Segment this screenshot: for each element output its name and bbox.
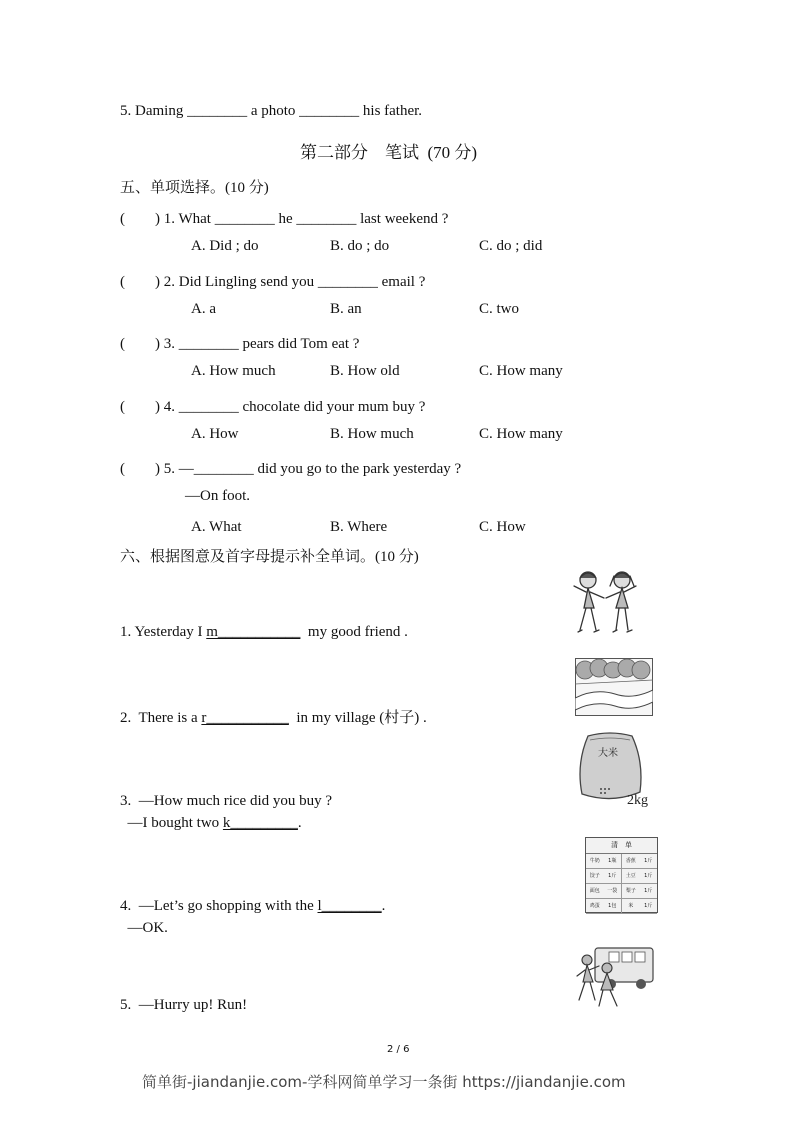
shopping-list-cell: 一袋: [604, 884, 623, 898]
shopping-list-cell: 饺子: [589, 873, 600, 879]
shopping-list-cell: 1斤: [644, 888, 653, 894]
q1-stem: ( ) 1. What ________ he ________ last weekend ?: [120, 211, 449, 227]
q3-option-c: C. How many: [479, 363, 563, 379]
shopping-list-cell: 1斤: [604, 869, 623, 883]
shopping-list-row: [586, 899, 657, 914]
river-illustration: [575, 658, 653, 716]
rice-bag-illustration: [574, 732, 652, 808]
rice-bag-weight: 2kg: [627, 793, 648, 808]
shopping-list-row: [586, 884, 657, 899]
q2-stem: ( ) 2. Did Lingling send you ________ email ?: [120, 274, 426, 290]
shopping-list-cell: 米: [628, 903, 634, 909]
fill-item-5: 5. —Hurry up! Run!: [120, 997, 248, 1013]
shopping-list-title: 清 单: [586, 838, 657, 854]
section6-heading: 六、根据图意及首字母提示补全单词。(10 分): [120, 549, 419, 565]
bus-running-illustration: [575, 942, 657, 1010]
shopping-list-row: [586, 854, 657, 869]
shopping-list-cell: 1包: [604, 899, 623, 913]
fill-item-3-question: 3. —How much rice did you buy ?: [120, 793, 333, 809]
girls-meeting-illustration: [566, 566, 646, 640]
site-watermark: 简单街-jiandanjie.com-学科网简单学习一条街 https://jiandanjie.com: [142, 1073, 626, 1091]
section5-heading: 五、单项选择。(10 分): [120, 180, 269, 196]
rice-bag-label: 大米: [598, 748, 618, 759]
blank-3[interactable]: k_________: [222, 815, 298, 831]
q4-stem: ( ) 4. ________ chocolate did your mum buy ?: [120, 399, 426, 415]
q2-option-a: A. a: [191, 301, 216, 317]
q2-option-b: B. an: [330, 301, 362, 317]
blank-1[interactable]: m___________: [206, 624, 301, 640]
shopping-list-cell: 1斤: [644, 903, 653, 909]
fill-item-1: 1. Yesterday I m___________ my good friend .: [120, 624, 408, 640]
shopping-list-row: [586, 869, 657, 884]
part-title: 第二部分 笔试 (70 分): [300, 143, 478, 162]
q1-option-c: C. do ; did: [479, 238, 543, 254]
q5-option-b: B. Where: [330, 519, 388, 535]
fill-item-2: 2. There is a r___________ in my village (村子) .: [120, 710, 427, 726]
shopping-list-cell: 土豆: [625, 873, 636, 879]
item-5-daming: 5. Daming ________ a photo ________ his father.: [120, 103, 423, 119]
q3-option-a: A. How much: [191, 363, 276, 379]
shopping-list-cell: 梨子: [625, 888, 636, 894]
shopping-list-cell: 牛奶: [589, 858, 600, 864]
shopping-list-cell: 1斤: [644, 873, 653, 879]
fill-item-3-answer: —I bought two k_________.: [120, 815, 302, 831]
q5-reply: —On foot.: [185, 488, 250, 504]
blank-2[interactable]: r___________: [201, 710, 289, 726]
q4-option-c: C. How many: [479, 426, 563, 442]
fill-item-4-question: 4. —Let’s go shopping with the l________.: [120, 898, 386, 914]
q5-option-c: C. How: [479, 519, 526, 535]
shopping-list: [585, 837, 658, 913]
q3-option-b: B. How old: [330, 363, 400, 379]
shopping-list-cell: 1瓶: [604, 854, 623, 868]
shopping-list-cell: 面包: [589, 888, 600, 894]
q4-option-a: A. How: [191, 426, 239, 442]
q1-option-a: A. Did ; do: [191, 238, 259, 254]
q3-stem: ( ) 3. ________ pears did Tom eat ?: [120, 336, 360, 352]
q2-option-c: C. two: [479, 301, 520, 317]
q5-option-a: A. What: [191, 519, 242, 535]
fill-item-4-answer: —OK.: [120, 920, 168, 936]
shopping-list-cell: 1斤: [644, 858, 653, 864]
page-number: 2 / 6: [387, 1044, 410, 1055]
q5-stem: ( ) 5. —________ did you go to the park yesterday ?: [120, 461, 462, 477]
q4-option-b: B. How much: [330, 426, 414, 442]
shopping-list-cell: 鸡蛋: [589, 903, 600, 909]
shopping-list-cell: 香蕉: [625, 858, 636, 864]
blank-4[interactable]: l________: [317, 898, 382, 914]
q1-option-b: B. do ; do: [330, 238, 390, 254]
shopping-list-rows: [586, 854, 657, 914]
